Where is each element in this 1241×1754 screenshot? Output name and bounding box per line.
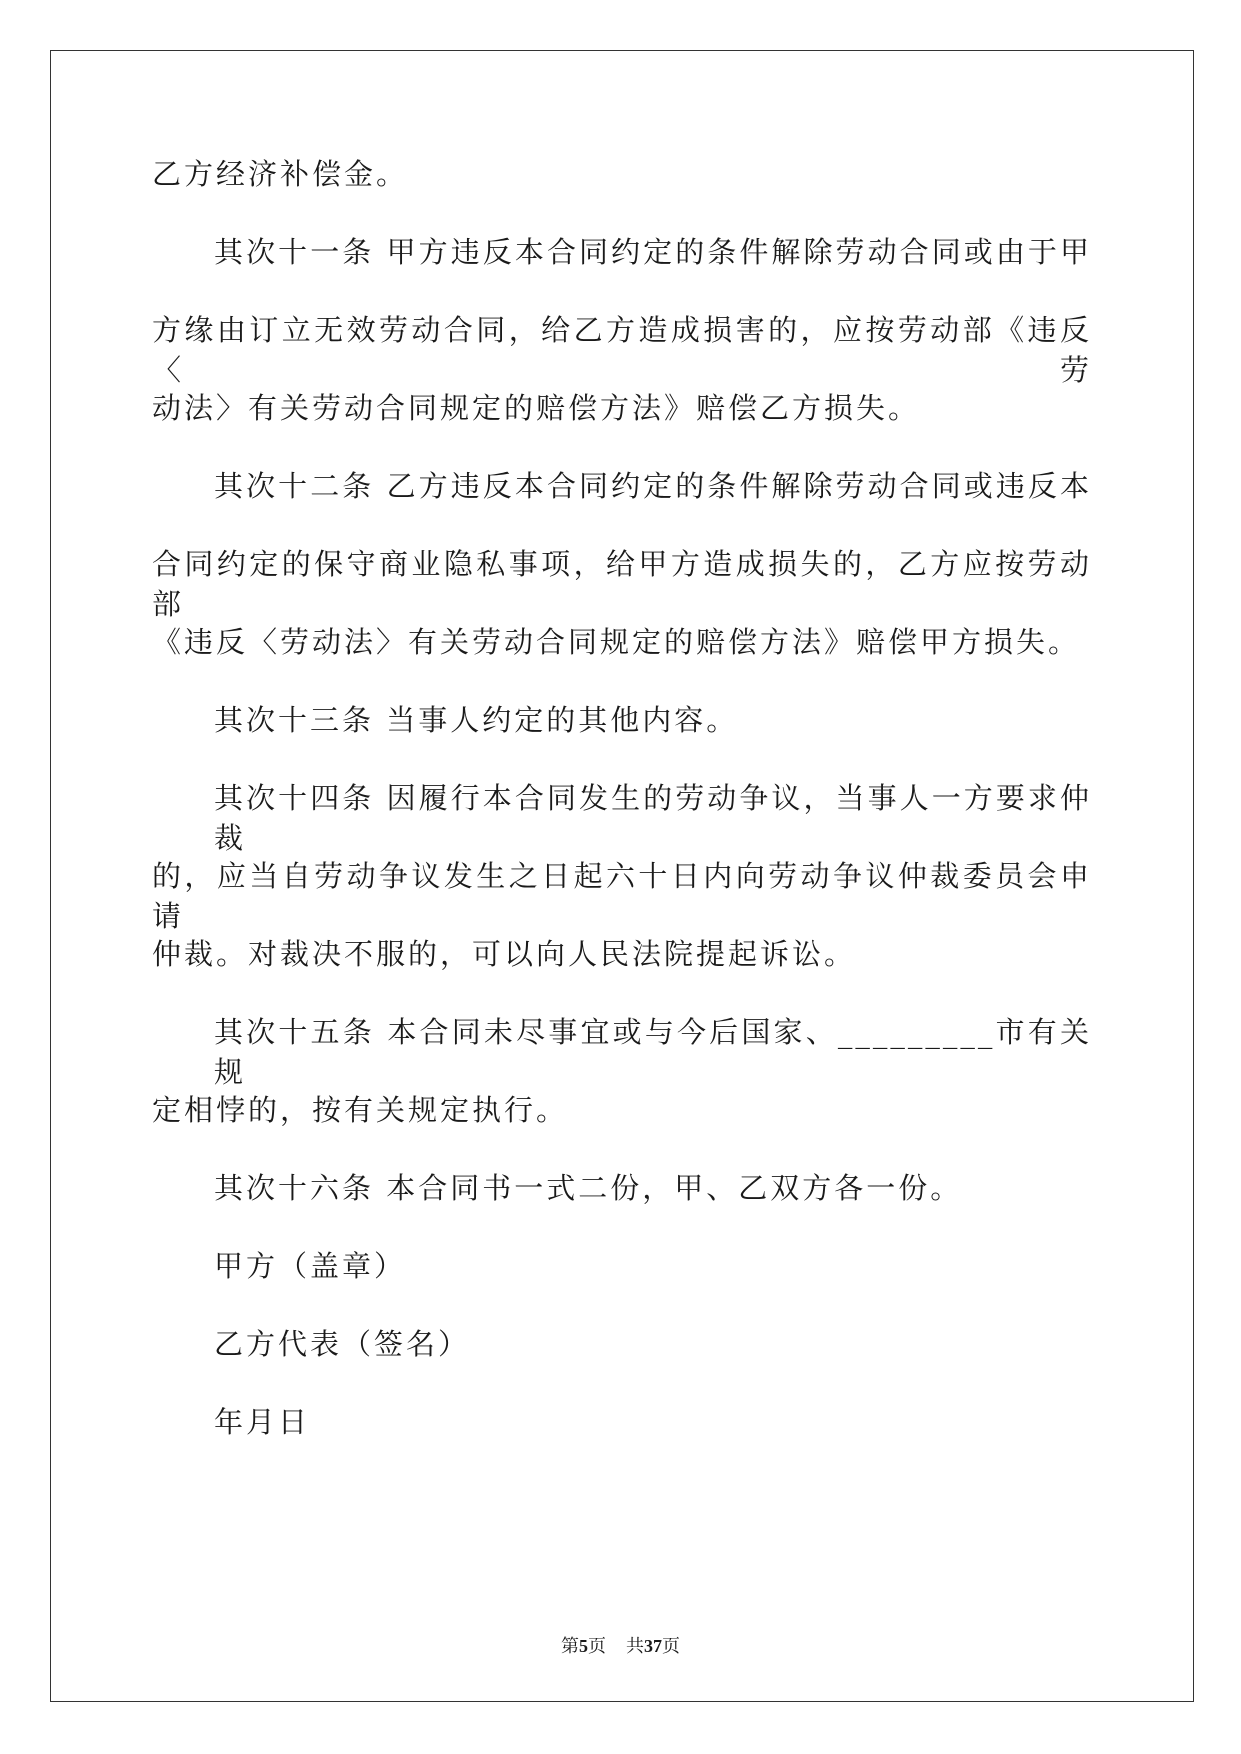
page-number: 5 bbox=[579, 1636, 588, 1656]
party-a-seal: 甲方（盖章） bbox=[214, 1249, 407, 1283]
article-24-line-3: 仲裁。对裁决不服的，可以向人民法院提起诉讼。 bbox=[152, 937, 857, 971]
article-22-line-1: 其次十二条 乙方违反本合同约定的条件解除劳动合同或违反本 bbox=[214, 469, 1092, 503]
total-pages: 37 bbox=[644, 1636, 662, 1656]
article-26-line: 其次十六条 本合同书一式二份，甲、乙双方各一份。 bbox=[214, 1171, 963, 1205]
paragraph-line: 乙方经济补偿金。 bbox=[152, 157, 409, 191]
article-21-line-3: 动法〉有关劳动合同规定的赔偿方法》赔偿乙方损失。 bbox=[152, 391, 921, 425]
article-22-line-2: 合同约定的保守商业隐私事项，给甲方造成损失的，乙方应按劳动部 bbox=[152, 547, 1092, 621]
page-footer bbox=[0, 1634, 1241, 1659]
article-21-line-2: 方缘由订立无效劳动合同，给乙方造成损害的，应按劳动部《违反〈劳 bbox=[152, 313, 1092, 387]
article-23-line: 其次十三条 当事人约定的其他内容。 bbox=[214, 703, 739, 737]
page-suffix: 页 bbox=[588, 1636, 606, 1657]
article-21-line-1: 其次十一条 甲方违反本合同约定的条件解除劳动合同或由于甲 bbox=[214, 235, 1092, 269]
article-25-line-1: 其次十五条 本合同未尽事宜或与今后国家、_________市有关规 bbox=[214, 1015, 1092, 1089]
article-25-line-2: 定相悖的，按有关规定执行。 bbox=[152, 1093, 569, 1127]
total-prefix: 共 bbox=[626, 1636, 644, 1657]
article-24-line-1: 其次十四条 因履行本合同发生的劳动争议，当事人一方要求仲裁 bbox=[214, 781, 1092, 855]
date-line: 年月日 bbox=[214, 1405, 311, 1439]
page-prefix: 第 bbox=[561, 1636, 579, 1657]
article-24-line-2: 的，应当自劳动争议发生之日起六十日内向劳动争议仲裁委员会申请 bbox=[152, 859, 1092, 933]
article-22-line-3: 《违反〈劳动法〉有关劳动合同规定的赔偿方法》赔偿甲方损失。 bbox=[152, 625, 1081, 659]
party-b-signature: 乙方代表（签名） bbox=[214, 1327, 471, 1361]
document-body bbox=[152, 154, 1092, 1480]
total-suffix: 页 bbox=[662, 1636, 680, 1657]
